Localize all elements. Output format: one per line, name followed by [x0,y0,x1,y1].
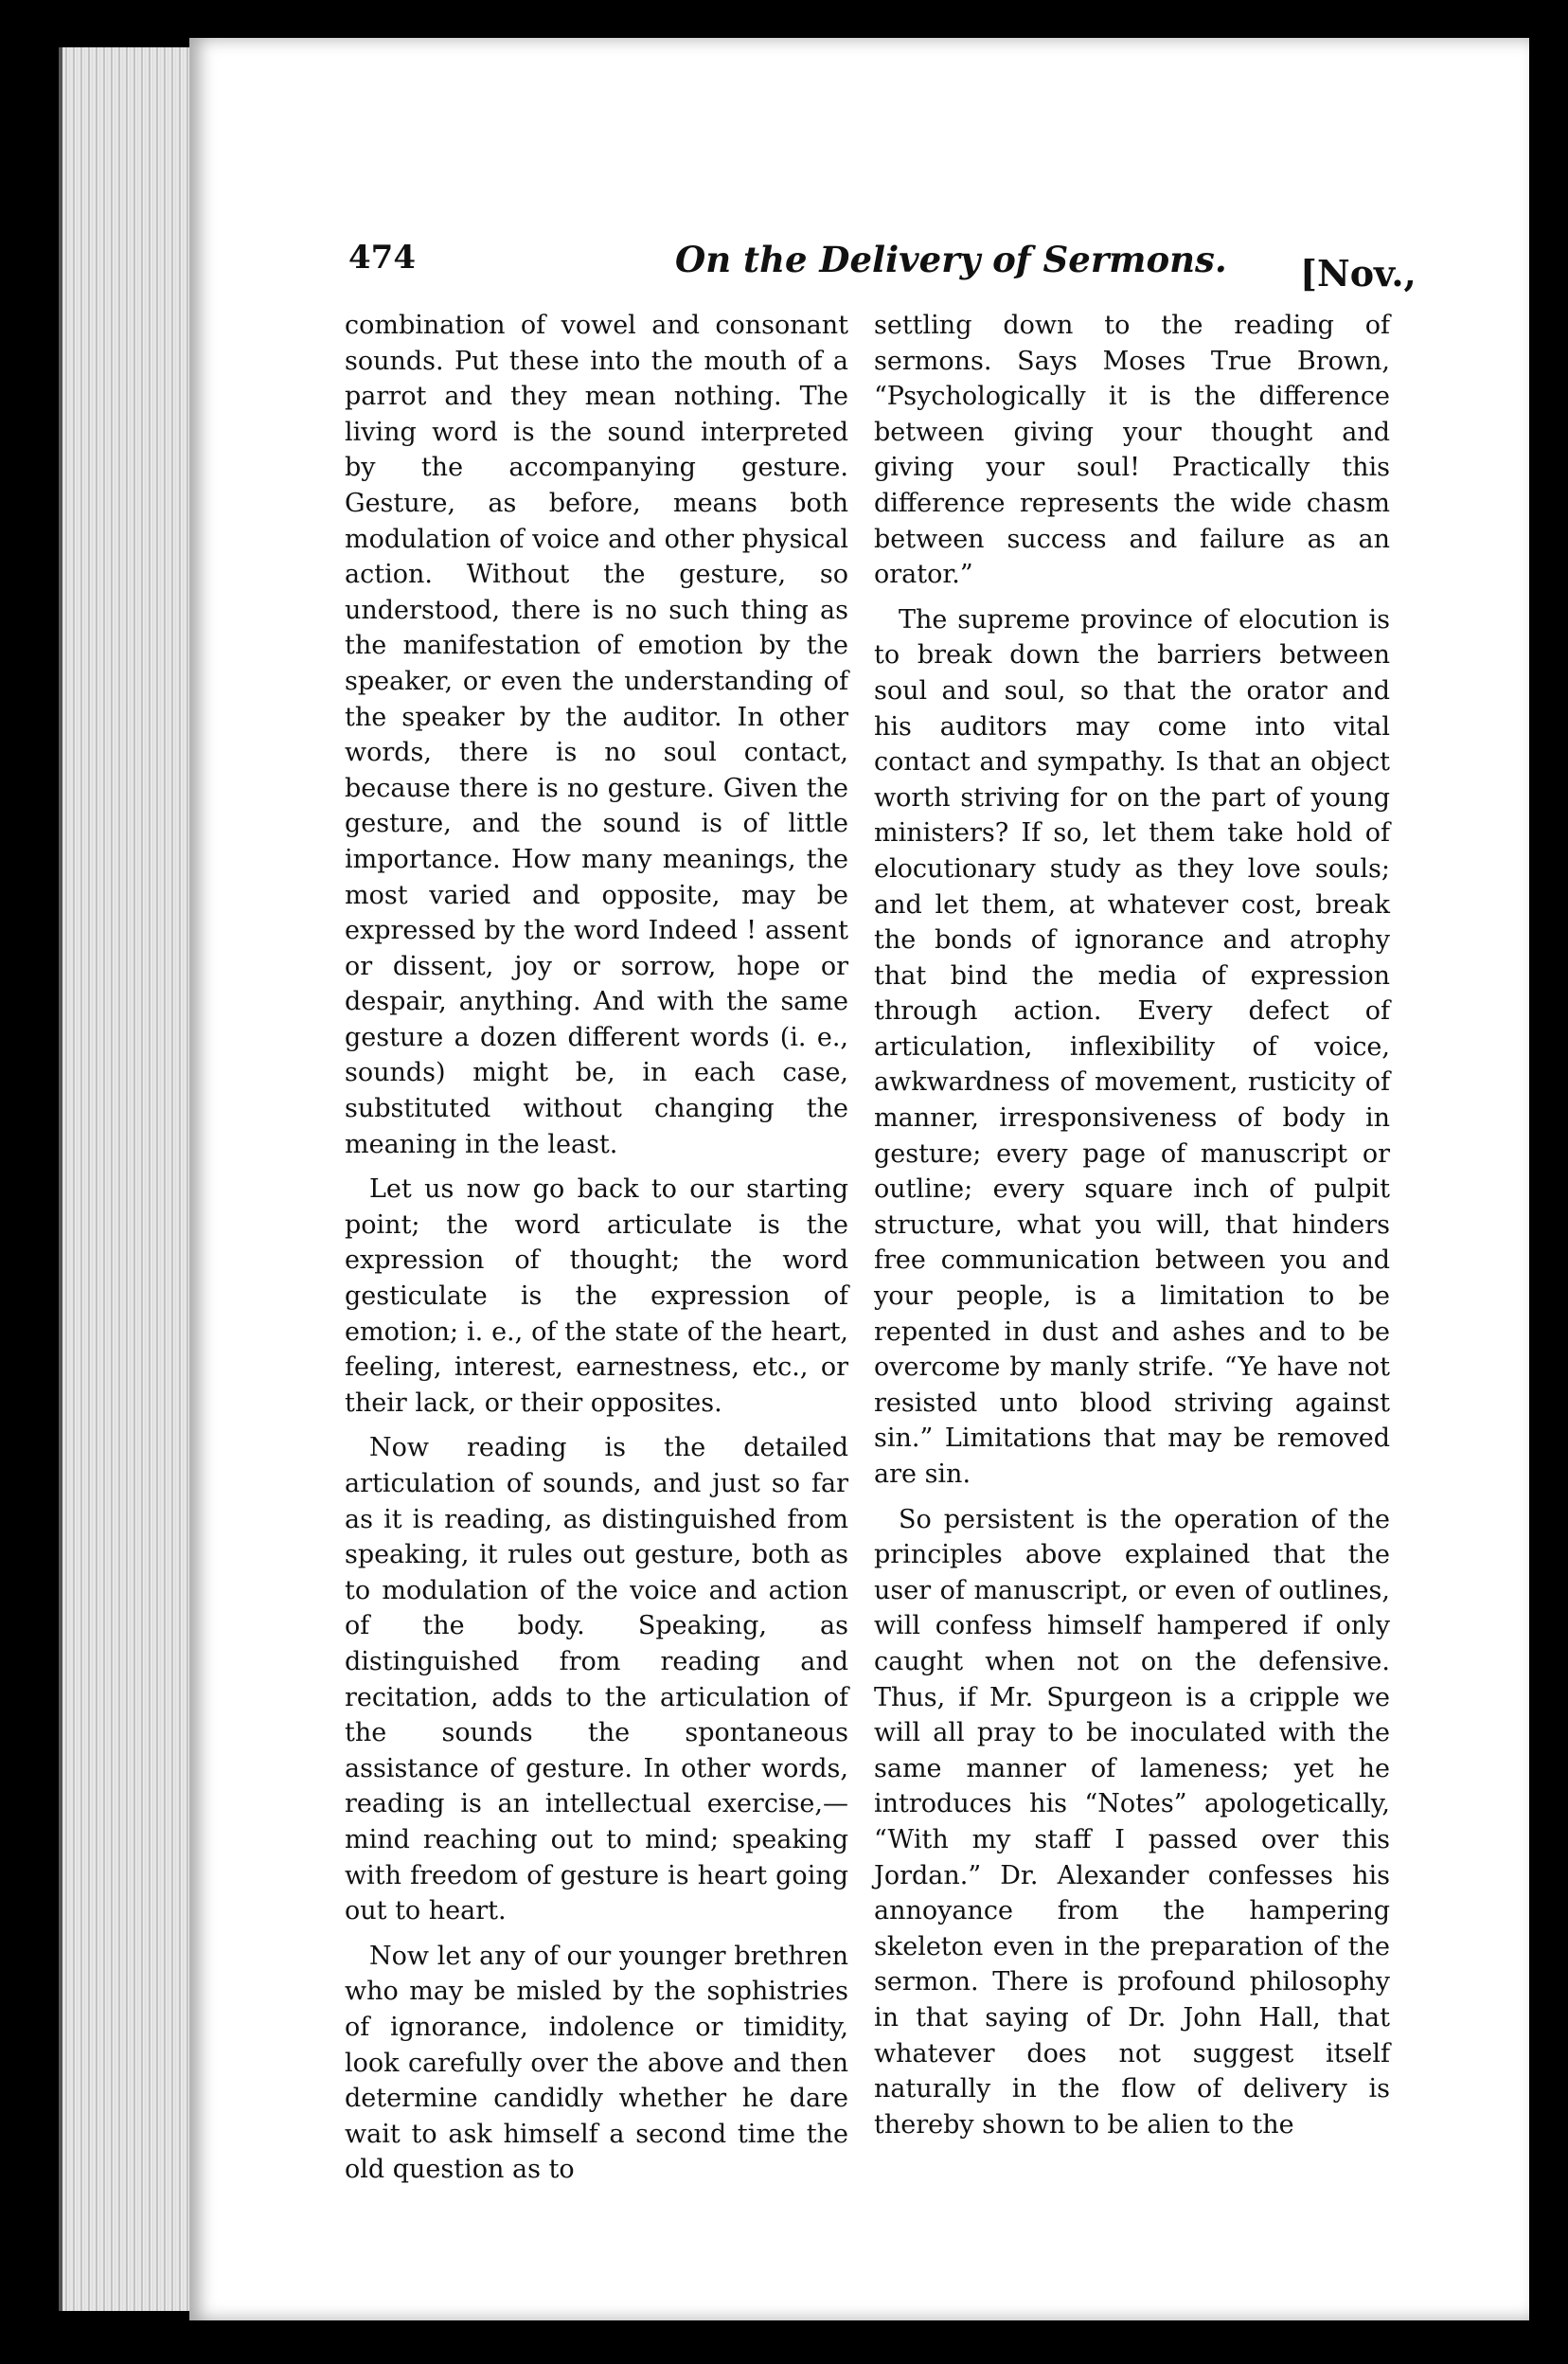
paragraph: Now reading is the detailed articulation of sounds, and just so far as it is reading, as distinguished from speaking, it rules out gesture, both as to modulation of the voice and action of the body. Speaking, as distinguished from reading and recitation, adds to the articulation of the sounds the spontaneous assistance of gesture. In other words, reading is an intellectual exercise,—mind reaching out to mind; speaking with freedom of gesture is heart going out to heart. [345,1433,848,1926]
right-column [874,308,1390,2152]
running-date: [Nov., [1300,252,1417,295]
paragraph: Let us now go back to our starting point; the word articulate is the expression of thought; the word gesticulate is the expression of emotion; i. e., of the state of the heart, feeling, interest, earnestness, etc., or their lack, or their opposites. [345,1174,848,1418]
running-title: On the Delivery of Sermons. [675,239,1227,280]
paragraph: settling down to the reading of sermons. Says Moses True Brown, “Psychologically it is the difference between giving your thought and giving your soul! Practically this difference represents the wide chasm between success and failure as an orator.” [874,311,1390,590]
book-page-edges [59,47,205,2311]
left-column [345,308,848,2197]
scan-right-border [1530,0,1568,2364]
page-header [348,237,1435,294]
paragraph: combination of vowel and consonant sounds. Put these into the mouth of a parrot and they mean nothing. The living word is the sound interpreted by the accompanying gesture. Gesture, as before, means both modulation of voice and other physical action. Without the gesture, so understood, there is no such thing as the manifestation of emotion by the speaker, or even the understanding of the speaker by the auditor. In other words, there is no soul contact, because there is no gesture. Given the gesture, and the sound is of little importance. How many meanings, the most varied and opposite, may be expressed by the word Indeed ! assent or dissent, joy or sorrow, hope or despair, anything. And with the same gesture a dozen different words (i. e., sounds) might be, in each case, substituted without changing the meaning in the least. [345,311,848,1159]
paragraph: Now let any of our younger brethren who may be misled by the sophistries of ignorance, indolence or timidity, look carefully over the above and then determine candidly whether he dare wait to ask himself a second time the old question as to [345,1941,848,2185]
page-number: 474 [348,239,416,277]
paragraph: So persistent is the operation of the principles above explained that the user of manuscript, or even of outlines, will confess himself hampered if only caught when not on the defensive. Thus, if Mr. Spurgeon is a cripple we will all pray to be inoculated with the same manner of lameness; yet he introduces his “Notes” apologetically, “With my staff I passed over this Jordan.” Dr. Alexander confesses his annoyance from the hampering skeleton even in the preparation of the sermon. There is profound philosophy in that saying of Dr. John Hall, that whatever does not suggest itself naturally in the flow of delivery is thereby shown to be alien to the [874,1504,1390,2140]
paragraph: The supreme province of elocution is to break down the barriers between soul and soul, so that the orator and his auditors may come into vital contact and sympathy. Is that an object worth striving for on the part of young ministers? If so, let them take hold of elocutionary study as they love souls; and let them, at whatever cost, break the bonds of ignorance and atrophy that bind the media of expression through action. Every defect of articulation, inflexibility of voice, awkwardness of movement, rusticity of manner, irresponsiveness of body in gesture; every page of manuscript or outline; every square inch of pulpit structure, what you will, that hinders free communication between you and your people, is a limitation to be repented in dust and ashes and to be overcome by manly strife. “Ye have not resisted unto blood striving against sin.” Limitations that may be removed are sin. [874,604,1390,1489]
